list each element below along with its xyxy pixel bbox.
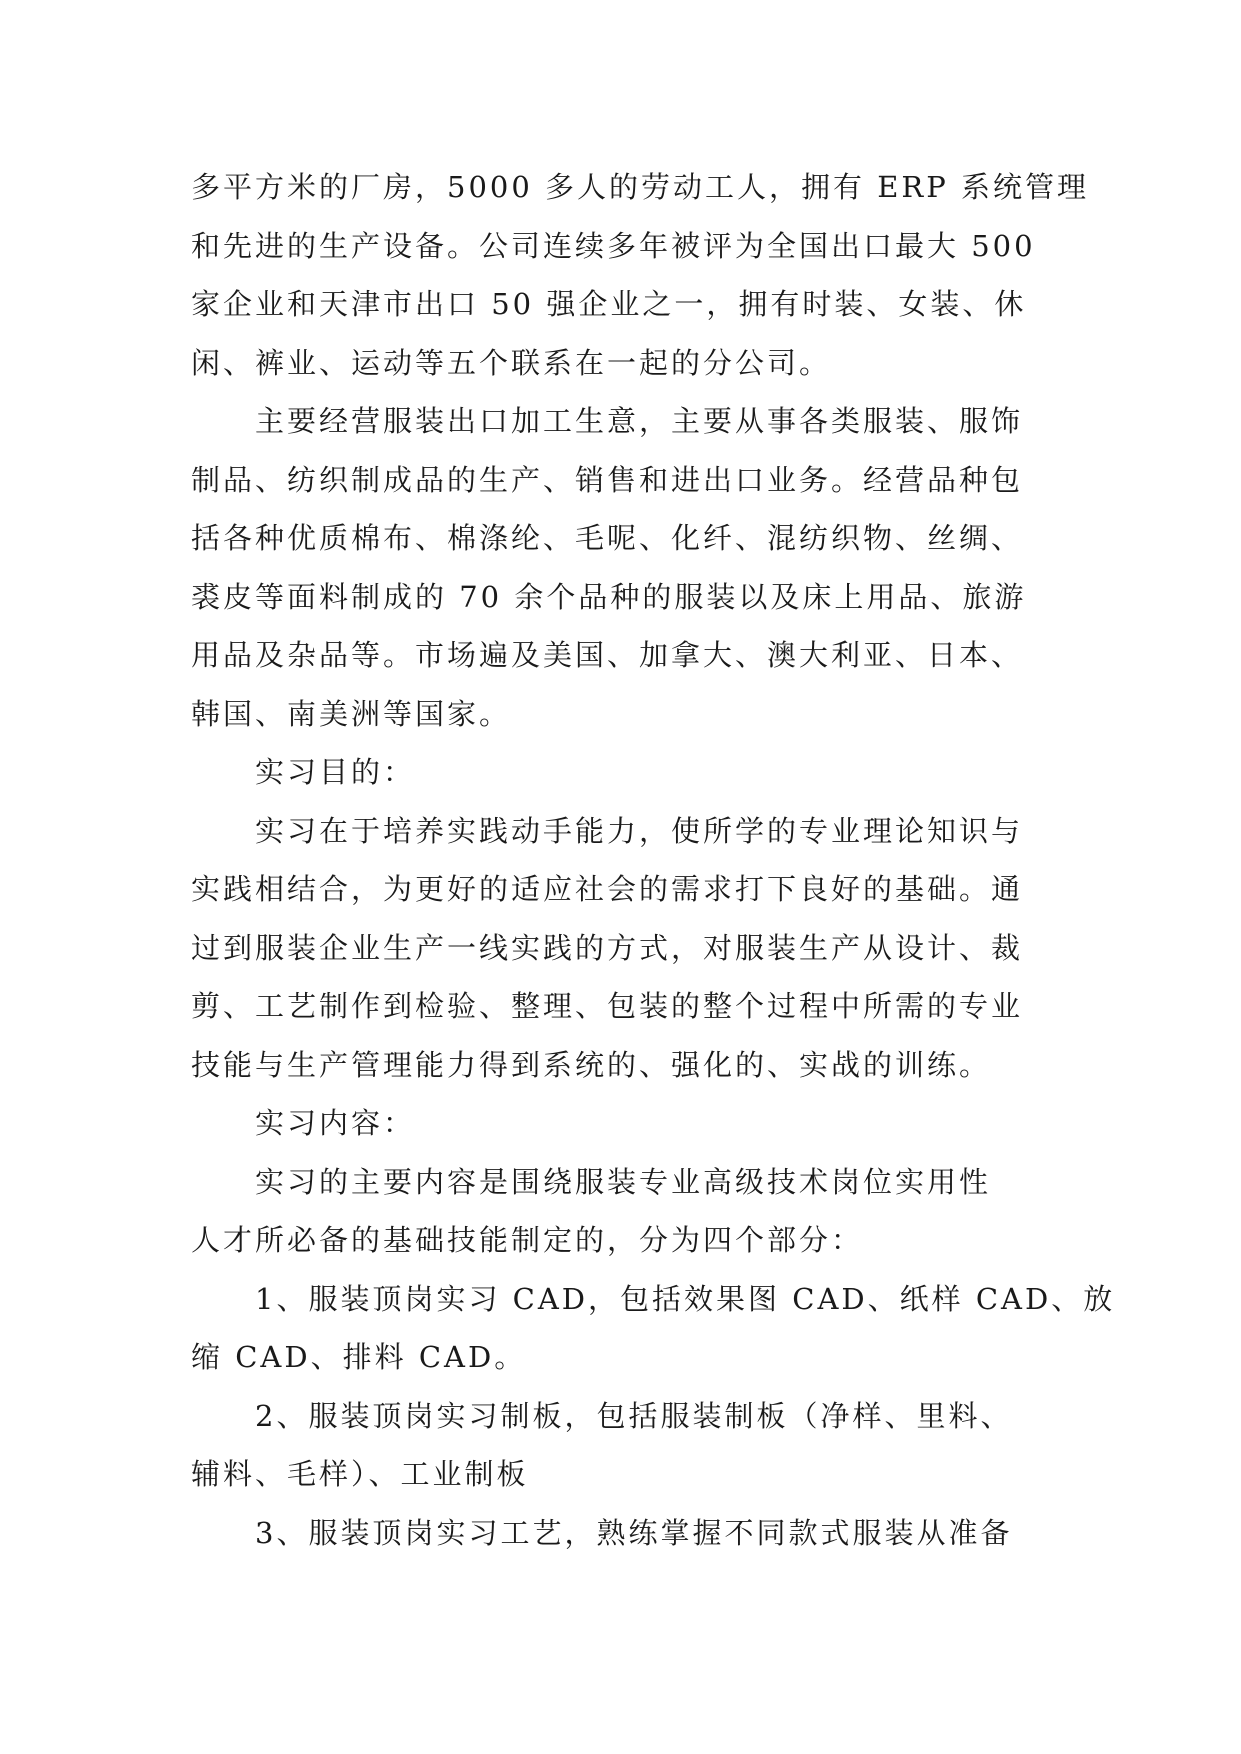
text-line: 家企业和天津市出口 50 强企业之一，拥有时装、女装、休 [191,287,1027,321]
body-text [191,158,1116,1562]
list-item-first-line: 2、服装顶岗实习制板，包括服装制板（净样、里料、 [255,1398,1013,1433]
text-line: 用品及杂品等。市场遍及美国、加拿大、澳大利亚、日本、 [191,638,1024,672]
text-line: 和先进的生产设备。公司连续多年被评为全国出口最大 500 [191,228,1036,263]
text-line: 括各种优质棉布、棉涤纶、毛呢、化纤、混纺织物、丝绸、 [191,521,1024,555]
paragraph-first-line: 实习在于培养实践动手能力，使所学的专业理论知识与 [255,813,1024,848]
list-item-first-line: 1、服装顶岗实习 CAD，包括效果图 CAD、纸样 CAD、放 [255,1281,1116,1316]
section-heading: 实习目的： [255,755,416,789]
text-line: 人才所必备的基础技能制定的，分为四个部分： [191,1223,864,1257]
text-line: 多平方米的厂房，5000 多人的劳动工人，拥有 ERP 系统管理 [191,170,1089,204]
text-line: 缩 CAD、排料 CAD。 [191,1340,527,1374]
text-line: 实践相结合，为更好的适应社会的需求打下良好的基础。通 [191,872,1024,906]
text-line: 裘皮等面料制成的 70 余个品种的服装以及床上用品、旅游 [191,579,1027,614]
paragraph-first-line: 实习的主要内容是围绕服装专业高级技术岗位实用性 [255,1164,992,1199]
text-line: 过到服装企业生产一线实践的方式，对服装生产从设计、裁 [191,930,1024,965]
paragraph-first-line: 主要经营服装出口加工生意，主要从事各类服装、服饰 [255,404,1024,438]
text-line: 韩国、南美洲等国家。 [191,696,512,731]
section-heading: 实习内容： [255,1106,416,1140]
text-line: 闲、裤业、运动等五个联系在一起的分公司。 [191,345,832,380]
text-line: 剪、工艺制作到检验、整理、包装的整个过程中所需的专业 [191,989,1024,1023]
list-item-first-line: 3、服装顶岗实习工艺，熟练掌握不同款式服装从准备 [255,1515,1013,1550]
text-line: 技能与生产管理能力得到系统的、强化的、实战的训练。 [191,1047,992,1082]
text-line: 制品、纺织制成品的生产、销售和进出口业务。经营品种包 [191,462,1024,497]
text-line: 辅料、毛样）、工业制板 [191,1457,529,1491]
